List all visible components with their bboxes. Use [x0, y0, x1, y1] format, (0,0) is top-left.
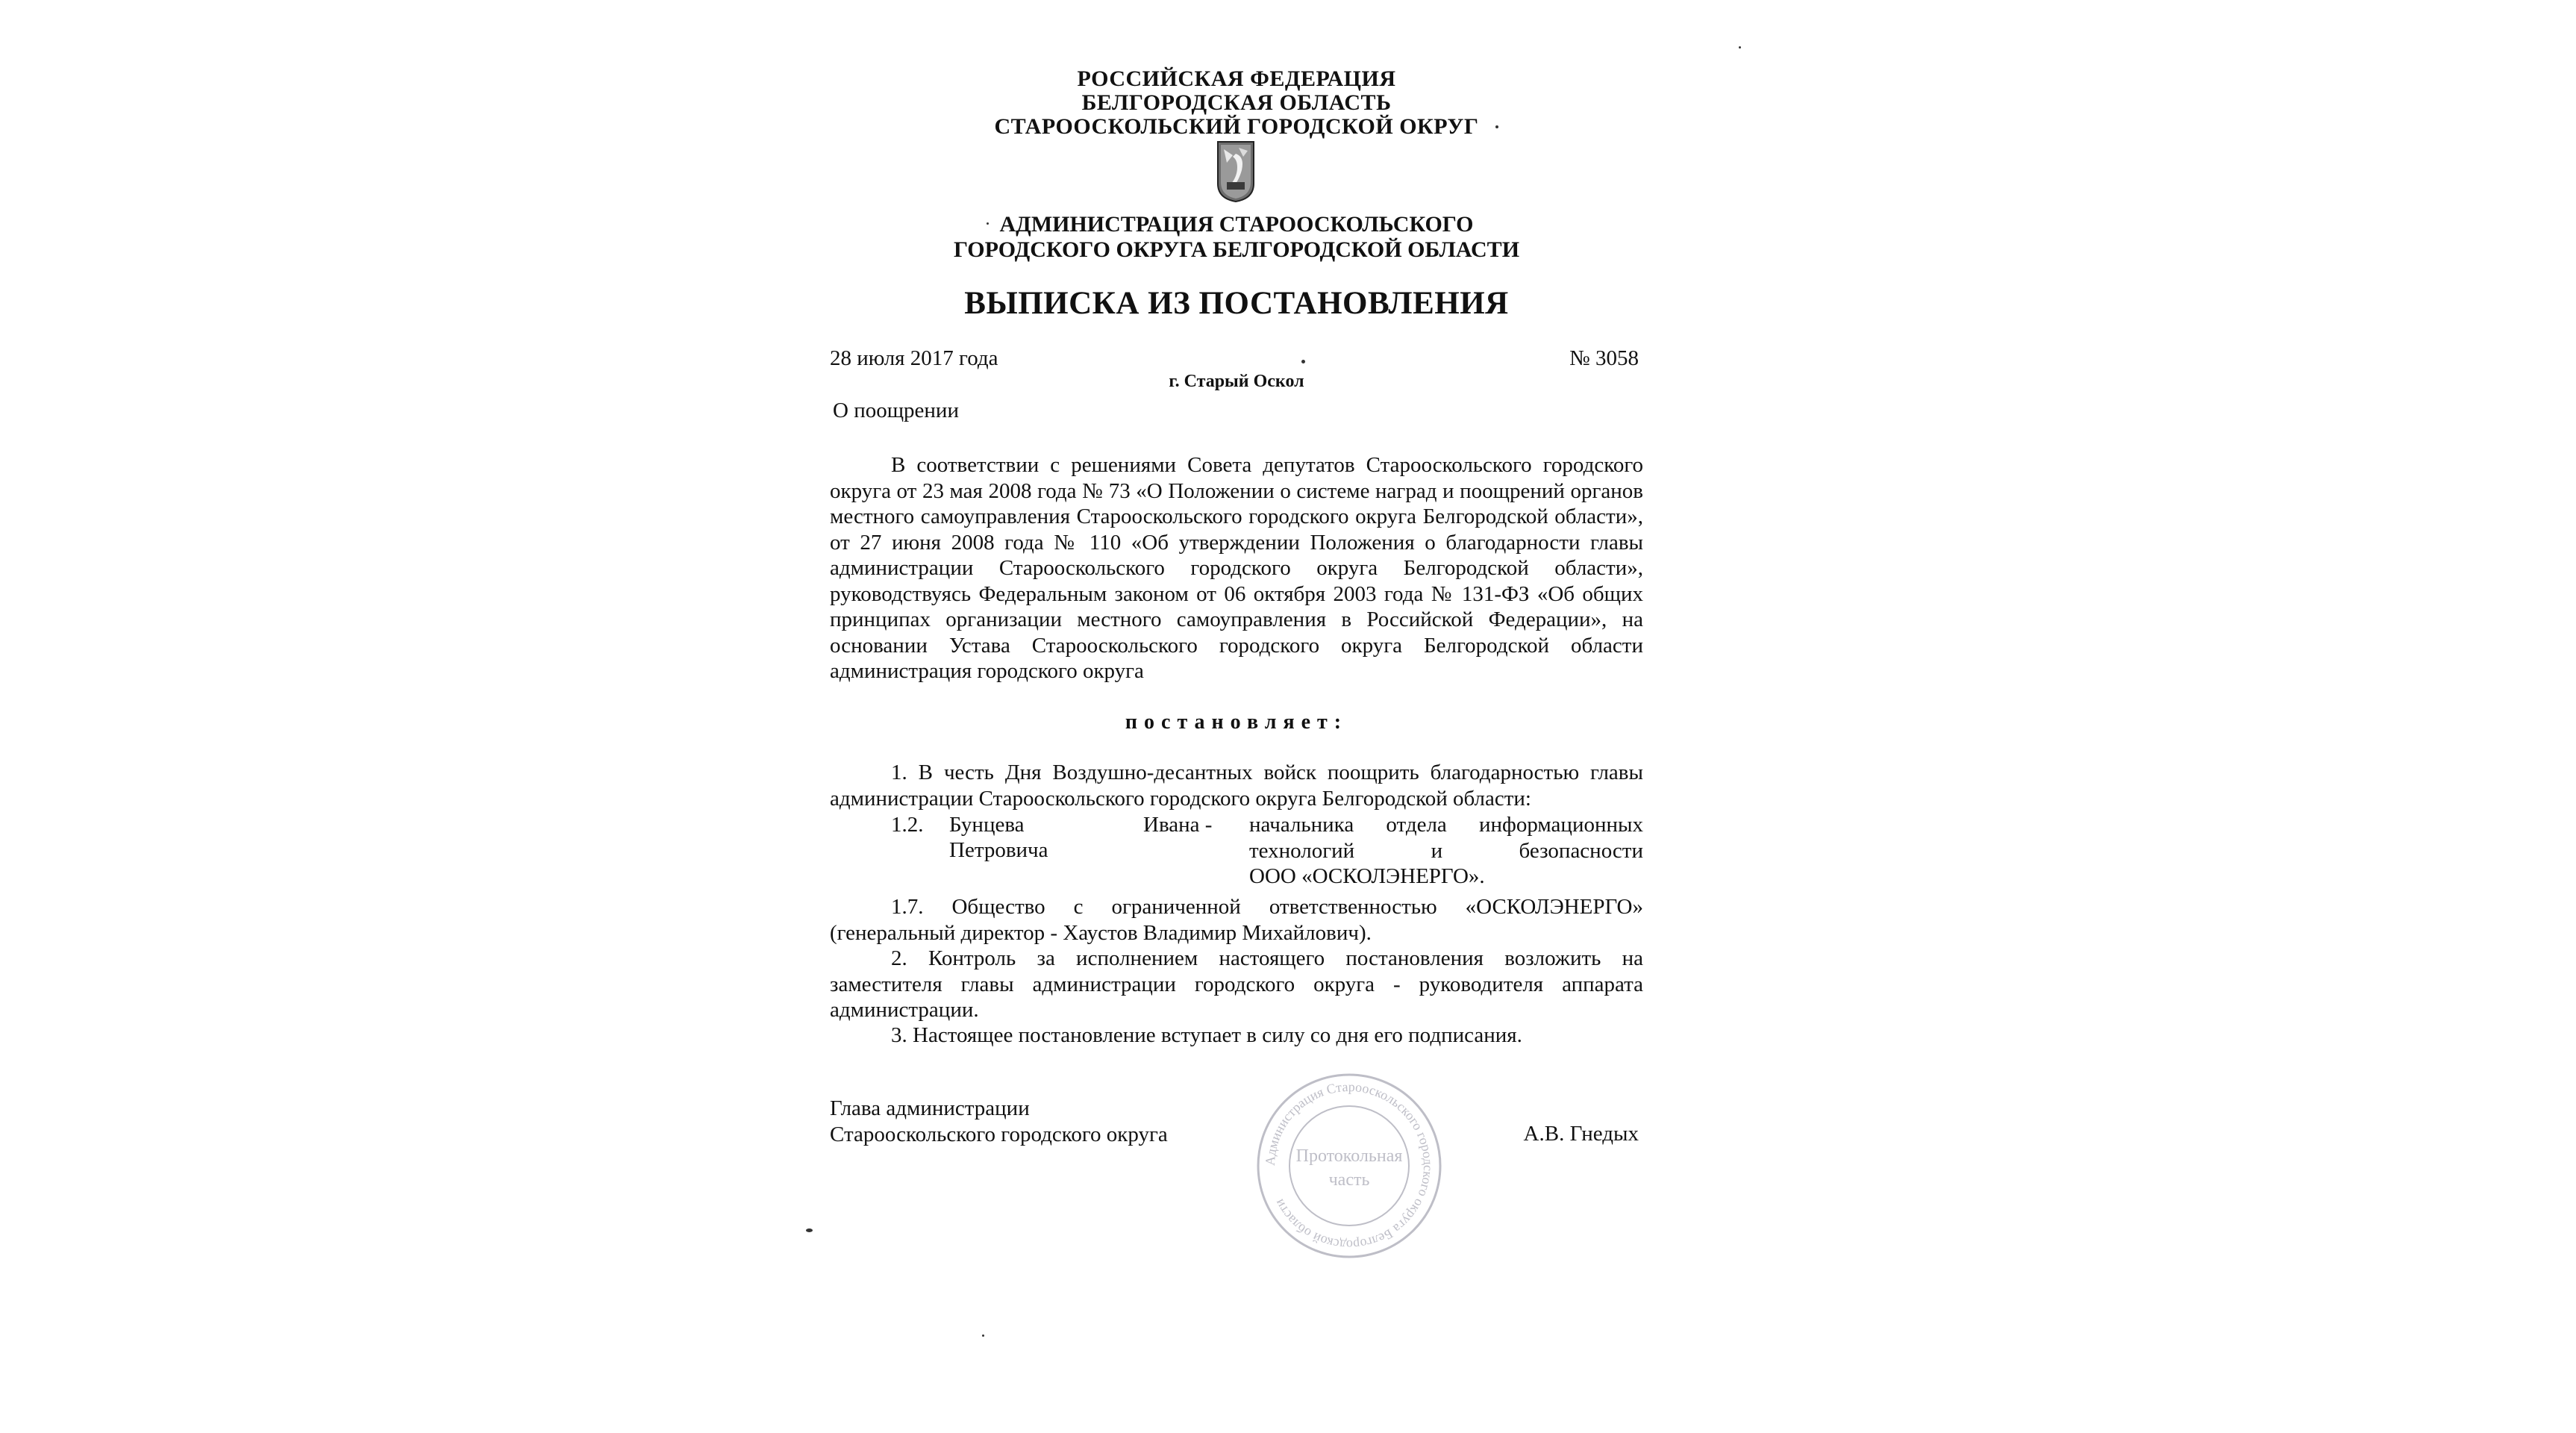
- awardee-company: ООО «ОСКОЛЭНЕРГО».: [1249, 864, 1485, 888]
- item-3-text: 3. Настоящее постановление вступает в силу со дня его подписания.: [891, 1023, 1522, 1047]
- resolves-heading: постановляет:: [1125, 711, 1348, 734]
- document-page: [830, 60, 1643, 1373]
- awardee-surname: Бунцева: [949, 813, 1025, 837]
- signatory-name: А.В. Гнедых: [1523, 1122, 1639, 1146]
- item-1-7-text: 1.7. Общество с ограниченной ответственностью «ОСКОЛЭНЕРГО» (генеральный директор - Хаустов Владимир Михайлович).: [830, 895, 1643, 945]
- signatory-position: [830, 1096, 1168, 1148]
- document-header: [830, 67, 1643, 139]
- item-2-text: 2. Контроль за исполнением настоящего постановления возложить на заместителя главы администрации городского округа - руководителя аппарата администрации.: [830, 946, 1643, 1022]
- document-subject: О поощрении: [833, 399, 959, 422]
- preamble-text: В соответствии с решениями Совета депутатов Старооскольского городского округа от 23 мая 2008 года № 73 «О Положении о системе наград и поощрений органов местного самоуправления Старооскольского городского округа Белгородской области», от 27 июня 2008 года № 110 «Об утверждении Положения о благодарности главы администрации Старооскольского городского округа Белгородской области», руководствуясь Федеральным законом от 06 октября 2003 года № 131-ФЗ «Об общих принципах организации местного самоуправления в Российской Федерации», на основании Устава Старооскольского городского округа Белгородской области администрация городского округа: [830, 453, 1643, 683]
- item-1-2-number: 1.2.: [891, 813, 924, 837]
- stamp-center-line2: часть: [1328, 1170, 1370, 1190]
- document-number: № 3058: [1569, 346, 1639, 370]
- admin-title-line2: ГОРОДСКОГО ОКРУГА БЕЛГОРОДСКОЙ ОБЛАСТИ: [953, 237, 1520, 262]
- scan-speck: [1495, 125, 1498, 128]
- scan-speck: [987, 222, 989, 225]
- scan-speck: [1739, 46, 1741, 49]
- admin-title-line1: АДМИНИСТРАЦИЯ СТАРООСКОЛЬСКОГО: [999, 212, 1474, 237]
- header-district: СТАРООСКОЛЬСКИЙ ГОРОДСКОЙ ОКРУГ: [994, 114, 1479, 139]
- item-3-paragraph: [830, 1023, 1643, 1049]
- coat-of-arms-icon: [1216, 140, 1255, 203]
- header-region: БЕЛГОРОДСКАЯ ОБЛАСТЬ: [1081, 90, 1392, 115]
- scan-speck: [982, 1334, 984, 1337]
- item-1-2-block: [830, 812, 1643, 894]
- signatory-position-line1: Глава администрации: [830, 1096, 1030, 1120]
- scan-speck: [806, 1228, 813, 1232]
- awardee-position: начальника отдела информационных технологий и безопасности: [1249, 813, 1643, 863]
- item-1-7-paragraph: [830, 894, 1643, 946]
- scan-speck: [1301, 360, 1305, 363]
- awardee-name: Ивана -: [1143, 813, 1213, 837]
- item-1-text: 1. В честь Дня Воздушно-десантных войск поощрить благодарностью главы администрации Старооскольского городского округа Белгородской области:: [830, 761, 1643, 811]
- signatory-position-line2: Старооскольского городского округа: [830, 1123, 1168, 1146]
- item-2-paragraph: [830, 946, 1643, 1023]
- document-title: ВЫПИСКА ИЗ ПОСТАНОВЛЕНИЯ: [964, 286, 1509, 321]
- stamp-center-line1: Протокольная: [1295, 1146, 1403, 1166]
- preamble-paragraph: [830, 452, 1643, 684]
- item-1-paragraph: [830, 760, 1643, 811]
- header-country: РОССИЙСКАЯ ФЕДЕРАЦИЯ: [1077, 66, 1396, 91]
- awardee-patronymic: Петровича: [949, 838, 1048, 862]
- stamp-ring-text: Администрация Старооскольского городского округа Белгородской области: [1262, 1078, 1437, 1253]
- official-stamp: [1252, 1069, 1446, 1263]
- document-city: г. Старый Оскол: [1169, 372, 1304, 391]
- document-date: 28 июля 2017 года: [830, 346, 998, 370]
